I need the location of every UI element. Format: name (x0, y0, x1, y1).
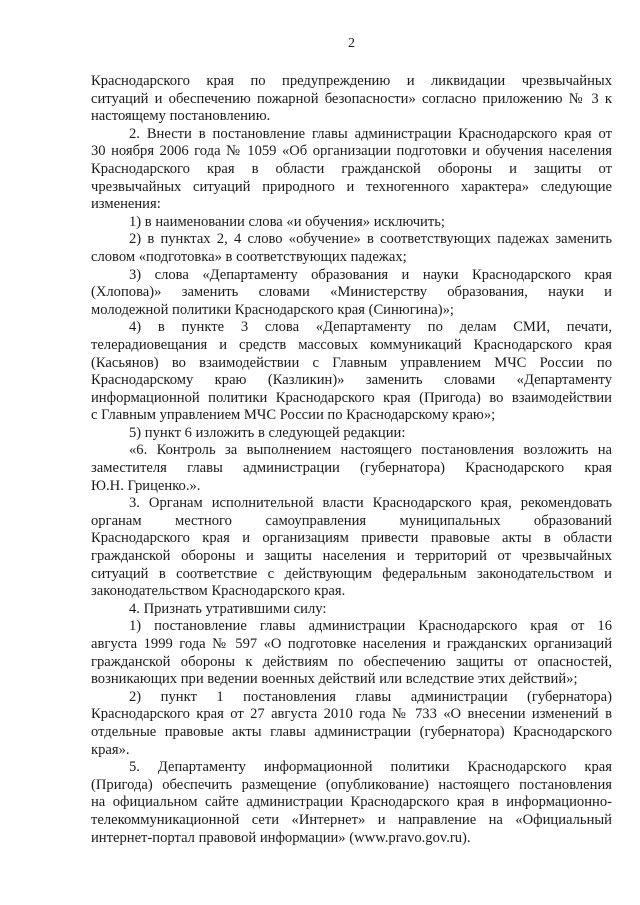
text-line: Ю.Н. Гриценко.». (91, 477, 201, 494)
text-line: августа 1999 года № 597 «О подготовке населения и гражданских организаций (91, 636, 612, 652)
text-line: Краснодарского края по предупреждению и ликвидации чрезвычайных (91, 73, 612, 89)
text-line: заместителя главы администрации (губернатора) Краснодарского края (91, 460, 612, 477)
subitem-5: 5) пункт 6 изложить в следующей редакции: (129, 424, 406, 441)
text-line: телекоммуникационной сети «Интернет» и направление на «Официальный (91, 811, 612, 828)
text-line: информационной политики Краснодарского края (Пригода) во взаимодействии (91, 389, 612, 406)
subitem-2: 2) в пунктах 2, 4 слово «обучение» в соответствующих падежах заменить (129, 231, 612, 248)
text-line: гражданской обороны к действиям по обеспечению защиты от опасностей, (91, 653, 612, 670)
text-line: (Касьянов) во взаимодействии с Главным управлением МЧС России по (91, 354, 612, 371)
text-line: отдельные правовые акты главы администрации (губернатора) Краснодарского (91, 723, 612, 740)
paragraph-4-start: 4. Признать утратившими силу: (129, 600, 327, 617)
text-line: края». (91, 741, 130, 758)
text-line: возникающих при ведении военных действий или вследствие этих действий»; (91, 671, 578, 688)
text-line: телерадиовещания и средств массовых коммуникаций Краснодарского края (91, 336, 612, 353)
text-line: молодежной политики Краснодарского края (Синюгина)»; (91, 301, 454, 318)
page-number: 2 (348, 36, 355, 51)
quoted-item-6: «6. Контроль за выполнением настоящего постановления возложить на (129, 442, 612, 459)
text-line: на официальном сайте администрации Краснодарского края в информационно- (91, 794, 612, 811)
text-line: настоящему постановлению. (91, 108, 271, 125)
paragraph-3-start: 3. Органам исполнительной власти Краснодарского края, рекомендовать (129, 495, 612, 512)
paragraph-5-start: 5. Департаменту информационной политики Краснодарского края (129, 759, 612, 776)
text-line: гражданской обороны и защиты населения и территорий от чрезвычайных (91, 548, 612, 565)
text-line: законодательством Краснодарского края. (91, 583, 346, 600)
text-line: (Пригода) обеспечить размещение (опубликование) настоящего постановления (91, 776, 612, 793)
paragraph-2-start: 2. Внести в постановление главы администрации Краснодарского края от (129, 125, 612, 142)
subitem-1: 1) в наименовании слова «и обучения» исключить; (129, 213, 445, 230)
text-line: чрезвычайных ситуаций природного и техногенного характера» следующие (91, 178, 612, 195)
text-line: Краснодарскому краю (Казликин)» заменить словами «Департаменту (91, 372, 612, 389)
subitem-3: 3) слова «Департаменту образования и науки Краснодарского края (129, 266, 612, 283)
subitem-4-2: 2) пункт 1 постановления главы администрации (губернатора) (129, 688, 612, 705)
text-line: 30 ноября 2006 года № 1059 «Об организации подготовки и обучения населения (91, 143, 612, 160)
text-line: ситуаций и обеспечению пожарной безопасности» согласно приложению № 3 к (91, 90, 612, 107)
text-line: ситуаций в соответствие с действующим федеральным законодательством и (91, 565, 612, 582)
text-line: Краснодарского края от 27 августа 2010 года № 733 «О внесении изменений в (91, 706, 612, 723)
text-line: (Хлопова)» заменить словами «Министерству образования, науки и (91, 284, 612, 301)
text-line: Краснодарского края в области гражданской обороны и защиты от (91, 160, 612, 177)
text-line: изменения: (91, 196, 161, 213)
text-line: Краснодарского края и организациям привести правовые акты в области (91, 530, 612, 547)
text-line: словом «подготовка» в соответствующих падежах; (91, 248, 407, 265)
text-line: с Главным управлением МЧС России по Краснодарскому краю»; (91, 407, 496, 424)
text-line: органам местного самоуправления муниципальных образований (91, 512, 612, 529)
subitem-4: 4) в пункте 3 слова «Департаменту по делам СМИ, печати, (129, 319, 612, 336)
subitem-4-1: 1) постановление главы администрации Краснодарского края от 16 (129, 618, 612, 635)
text-line: интернет-портал правовой информации» (www.pravo.gov.ru). (91, 829, 471, 846)
